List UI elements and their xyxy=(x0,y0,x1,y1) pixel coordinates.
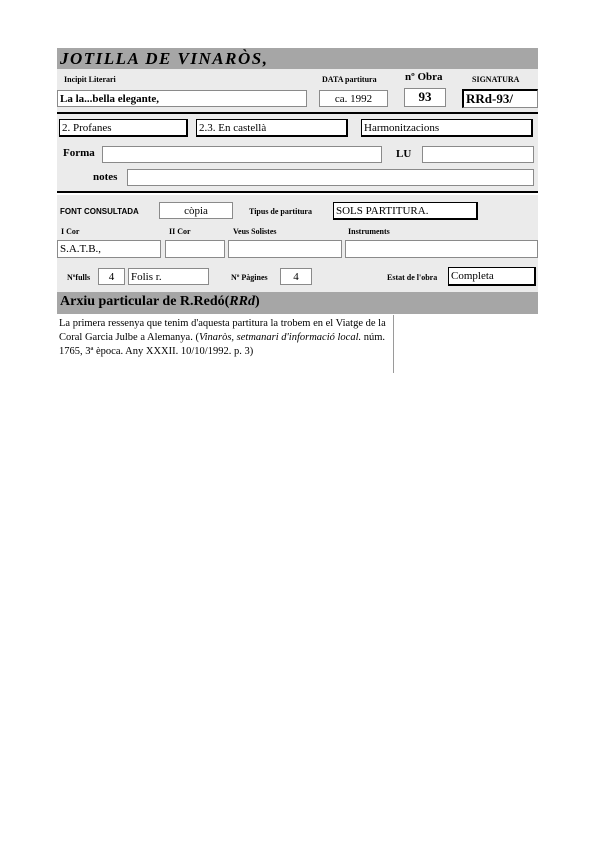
estat-label: Estat de l'obra xyxy=(387,273,438,282)
class-level-3-field[interactable]: Harmonitzacions xyxy=(361,119,533,137)
divider-2 xyxy=(57,191,538,193)
incipit-label: Incipit Literari xyxy=(64,75,116,84)
notes-label: notes xyxy=(93,171,118,183)
iicor-label: II Cor xyxy=(169,227,191,236)
nobra-field[interactable]: 93 xyxy=(404,88,446,107)
instruments-field[interactable] xyxy=(345,240,538,258)
iicor-field[interactable] xyxy=(165,240,225,258)
archive-note-source: Vinaròs, setmanari d'informació local. xyxy=(198,332,362,343)
estat-field[interactable]: Completa xyxy=(448,267,536,286)
veus-label: Veus Solistes xyxy=(233,227,277,236)
archive-code: RRd xyxy=(229,294,255,309)
folis-field[interactable]: Folis r. xyxy=(128,268,209,285)
npagines-label: Nº Pàgines xyxy=(231,273,268,282)
class-level-2-field[interactable]: 2.3. En castellà xyxy=(196,119,348,137)
archive-title-text: Arxiu particular de R.Redó( xyxy=(60,294,230,309)
font-consultada-label: FONT CONSULTADA xyxy=(60,207,139,216)
instruments-label: Instruments xyxy=(348,227,390,236)
class-level-1-field[interactable]: 2. Profanes xyxy=(59,119,188,137)
forma-label: Forma xyxy=(63,147,95,159)
lu-label: LU xyxy=(396,148,412,160)
header-bar xyxy=(57,48,538,69)
archive-note-text-1: La primera ressenya que tenim d'aquesta partitura la trobem en el Viatge de la Coral Garcia Julbe a Alemanya. ( xyxy=(59,318,386,343)
font-consultada-field[interactable]: còpia xyxy=(159,202,233,219)
archive-note xyxy=(59,317,389,359)
incipit-field[interactable]: La la...bella elegante, xyxy=(57,90,307,107)
nfulls-field[interactable]: 4 xyxy=(98,268,125,285)
lu-field[interactable] xyxy=(422,146,534,163)
work-title: JOTILLA DE VINARÒS, xyxy=(60,49,269,68)
nobra-label: nº Obra xyxy=(405,71,443,83)
archive-bar xyxy=(57,292,538,314)
signatura-field[interactable]: RRd-93/ xyxy=(462,89,538,108)
archive-title-close: ) xyxy=(254,294,260,309)
npagines-field[interactable]: 4 xyxy=(280,268,312,285)
tipus-field[interactable]: SOLS PARTITURA. xyxy=(333,202,478,220)
archive-title xyxy=(60,294,260,310)
data-label: DATA partitura xyxy=(322,75,377,84)
icor-field[interactable]: S.A.T.B., xyxy=(57,240,161,258)
archive-column-divider xyxy=(393,315,394,373)
forma-field[interactable] xyxy=(102,146,382,163)
archive-note-text-2: núm. 1765, 3ª època. Any XXXII. 10/10/1992. p. 3) xyxy=(59,332,386,357)
nfulls-label: Nºfulls xyxy=(67,273,91,282)
tipus-label: Tipus de partitura xyxy=(249,207,312,216)
icor-label: I Cor xyxy=(61,227,80,236)
veus-field[interactable] xyxy=(228,240,342,258)
notes-field[interactable] xyxy=(127,169,534,186)
signatura-label: SIGNATURA xyxy=(472,75,520,84)
data-field[interactable]: ca. 1992 xyxy=(319,90,388,107)
